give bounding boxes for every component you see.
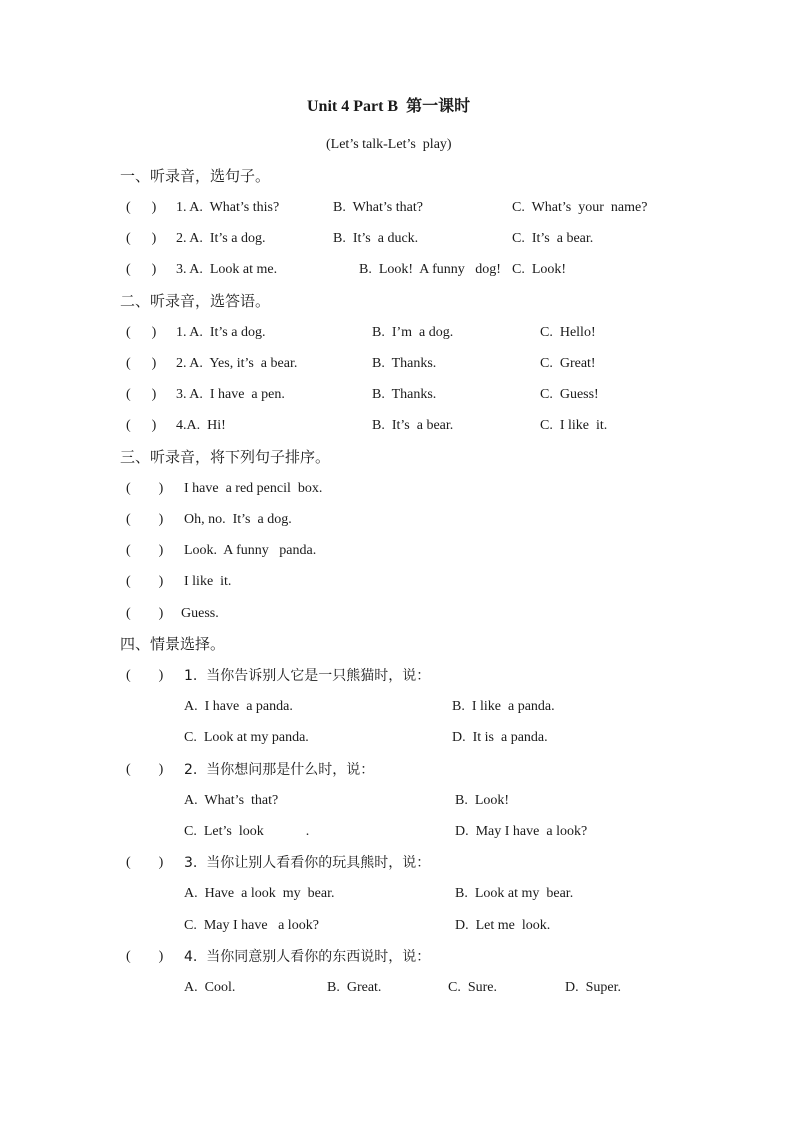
- option-d: D. Let me look.: [455, 918, 551, 933]
- sentence: I have a red pencil box.: [184, 481, 323, 496]
- section-4-heading: 四、情景选择。: [120, 635, 226, 653]
- option-b: B. Look!: [455, 793, 510, 808]
- option-a: A. Have a look my bear.: [184, 886, 335, 901]
- answer-blank[interactable]: ( ): [126, 668, 164, 683]
- sentence: Look. A funny panda.: [184, 543, 317, 558]
- answer-blank[interactable]: ( ): [126, 231, 157, 246]
- option-c: C. Look at my panda.: [184, 730, 309, 745]
- page-title: Unit 4 Part B 第一课时: [307, 98, 471, 115]
- question-text: 2. 当你想问那是什么时，说：: [184, 762, 375, 778]
- answer-blank[interactable]: ( ): [126, 606, 164, 621]
- answer-blank[interactable]: ( ): [126, 262, 157, 277]
- option-a: 3. A. Look at me.: [176, 262, 278, 277]
- option-b: B. It’s a bear.: [372, 418, 454, 433]
- option-a: 2. A. Yes, it’s a bear.: [176, 356, 298, 371]
- option-a: A. I have a panda.: [184, 699, 293, 714]
- answer-blank[interactable]: ( ): [126, 356, 157, 371]
- option-b: B. It’s a duck.: [333, 231, 419, 246]
- sentence: Oh, no. It’s a dog.: [184, 512, 292, 527]
- option-c: C. What’s your name?: [512, 200, 648, 215]
- option-c: C. Let’s look .: [184, 824, 310, 839]
- sentence: I like it.: [184, 574, 232, 589]
- option-a: 1. A. It’s a dog.: [176, 325, 266, 340]
- option-c: C. Sure.: [448, 980, 497, 995]
- option-d: D. It is a panda.: [452, 730, 548, 745]
- section-2-heading: 二、听录音，选答语。: [120, 292, 271, 310]
- answer-blank[interactable]: ( ): [126, 855, 164, 870]
- option-c: C. Guess!: [540, 387, 599, 402]
- section-3-heading: 三、听录音，将下列句子排序。: [120, 448, 331, 466]
- question-text: 1. 当你告诉别人它是一只熊猫时，说：: [184, 668, 431, 684]
- answer-blank[interactable]: ( ): [126, 481, 164, 496]
- option-a: 2. A. It’s a dog.: [176, 231, 266, 246]
- option-c: C. Great!: [540, 356, 596, 371]
- option-a: A. Cool.: [184, 980, 236, 995]
- section-1-heading: 一、听录音，选句子。: [120, 167, 271, 185]
- answer-blank[interactable]: ( ): [126, 418, 157, 433]
- option-c: C. Hello!: [540, 325, 596, 340]
- option-b: B. Thanks.: [372, 387, 437, 402]
- option-d: D. Super.: [565, 980, 621, 995]
- option-b: B. I’m a dog.: [372, 325, 454, 340]
- answer-blank[interactable]: ( ): [126, 543, 164, 558]
- option-b: B. Thanks.: [372, 356, 437, 371]
- option-d: D. May I have a look?: [455, 824, 588, 839]
- sentence: Guess.: [181, 606, 219, 621]
- answer-blank[interactable]: ( ): [126, 200, 157, 215]
- option-c: C. Look!: [512, 262, 567, 277]
- option-b: B. Great.: [327, 980, 382, 995]
- question-text: 3. 当你让别人看看你的玩具熊时，说：: [184, 855, 431, 871]
- option-a: 4.A. Hi!: [176, 418, 226, 433]
- answer-blank[interactable]: ( ): [126, 762, 164, 777]
- option-c: C. May I have a look?: [184, 918, 319, 933]
- option-a: 3. A. I have a pen.: [176, 387, 285, 402]
- answer-blank[interactable]: ( ): [126, 387, 157, 402]
- answer-blank[interactable]: ( ): [126, 512, 164, 527]
- page-subtitle: (Let’s talk-Let’s play): [326, 137, 452, 152]
- option-b: B. Look at my bear.: [455, 886, 574, 901]
- answer-blank[interactable]: ( ): [126, 949, 164, 964]
- question-text: 4. 当你同意别人看你的东西说时，说：: [184, 949, 431, 965]
- answer-blank[interactable]: ( ): [126, 325, 157, 340]
- option-b: B. What’s that?: [333, 200, 423, 215]
- option-b: B. Look! A funny dog!: [359, 262, 501, 277]
- answer-blank[interactable]: ( ): [126, 574, 164, 589]
- option-a: 1. A. What’s this?: [176, 200, 280, 215]
- option-c: C. It’s a bear.: [512, 231, 594, 246]
- option-c: C. I like it.: [540, 418, 608, 433]
- option-a: A. What’s that?: [184, 793, 279, 808]
- option-b: B. I like a panda.: [452, 699, 555, 714]
